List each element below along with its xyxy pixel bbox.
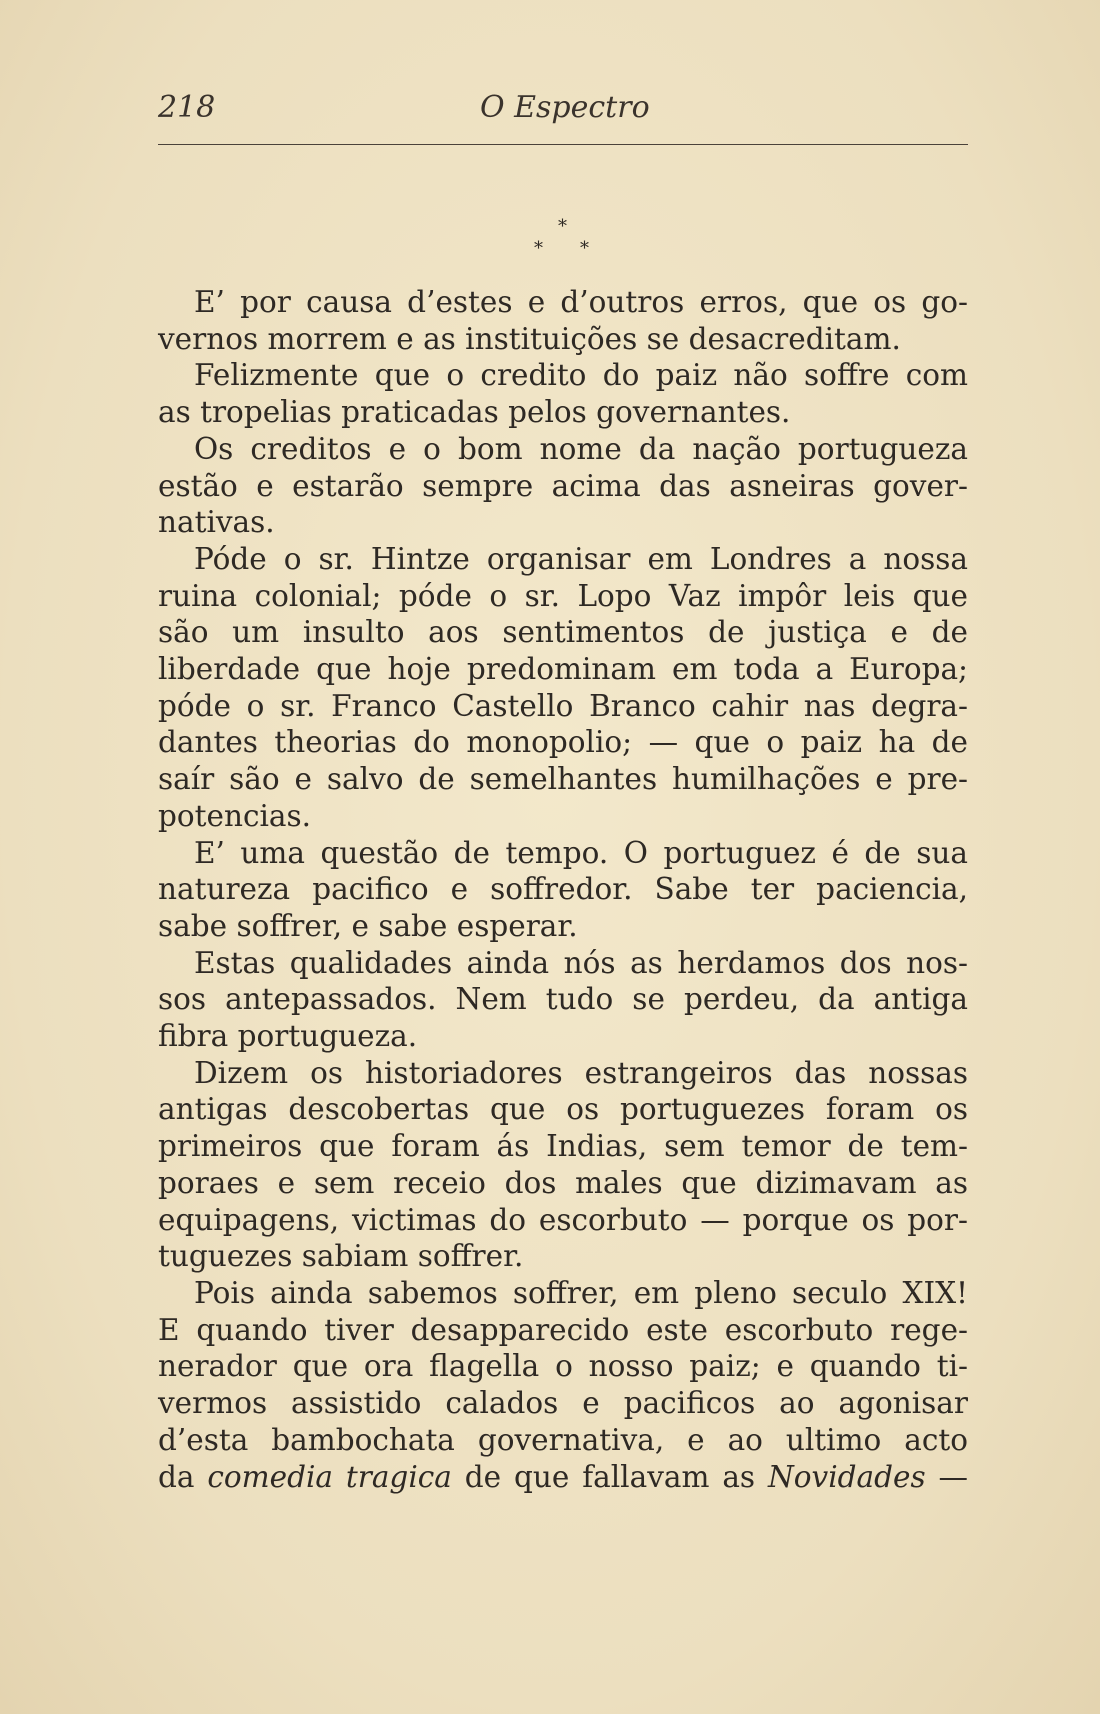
text-fragment: —	[925, 1459, 968, 1494]
page-number: 218	[158, 90, 216, 125]
text-line: E quando tiver desapparecido este escorbuto rege-	[158, 1312, 968, 1347]
asterisk-right: *	[580, 238, 589, 259]
text-line: ruina colonial; póde o sr. Lopo Vaz impôr leis que	[158, 578, 968, 613]
text-line: nerador que ora flagella o nosso paiz; e quando ti-	[158, 1349, 968, 1384]
text-line: são um insulto aos sentimentos de justiça e de	[158, 615, 968, 650]
text-line: estão e estarão sempre acima das asneiras gover-	[158, 468, 968, 503]
running-title: O Espectro	[480, 90, 650, 125]
text-line: E’ uma questão de tempo. O portuguez é de sua	[194, 835, 968, 870]
text-line: vermos assistido calados e pacificos ao agonisar	[158, 1386, 968, 1421]
text-line: primeiros que foram ás Indias, sem temor de tem-	[158, 1129, 968, 1164]
italic-title-comedia-tragica: comedia tragica	[207, 1459, 452, 1494]
text-line: Dizem os historiadores estrangeiros das nossas	[194, 1055, 968, 1090]
text-line: Póde o sr. Hintze organisar em Londres a nossa	[194, 541, 968, 576]
text-line: Os creditos e o bom nome da nação portugueza	[194, 431, 968, 466]
text-line: liberdade que hoje predominam em toda a Europa;	[158, 652, 968, 687]
text-fragment: da	[158, 1459, 208, 1494]
text-line: d’esta bambochata governativa, e ao ultimo acto	[158, 1422, 968, 1457]
text-line: fibra portugueza.	[158, 1019, 418, 1054]
text-line: tuguezes sabiam soffrer.	[158, 1239, 524, 1274]
text-line-last	[158, 1459, 968, 1496]
header-rule	[158, 144, 968, 145]
text-line: Felizmente que o credito do paiz não soffre com	[194, 358, 968, 393]
page-header	[158, 80, 968, 130]
text-line: saír são e salvo de semelhantes humilhações e pre-	[158, 762, 968, 797]
text-line: póde o sr. Franco Castello Branco cahir nas degra-	[158, 688, 968, 723]
text-line: as tropelias praticadas pelos governantes.	[158, 395, 791, 430]
text-line: poraes e sem receio dos males que dizimavam as	[158, 1165, 968, 1200]
text-line: equipagens, victimas do escorbuto — porque os por-	[158, 1202, 968, 1237]
text-line: potencias.	[158, 798, 312, 833]
asterism-section-break	[520, 216, 610, 266]
text-line: Pois ainda sabemos soffrer, em pleno seculo XIX!	[194, 1275, 968, 1310]
text-line: Estas qualidades ainda nós as herdamos dos nos-	[194, 945, 968, 980]
text-line: E’ por causa d’estes e d’outros erros, que os go-	[194, 285, 968, 319]
asterisk-left: *	[534, 238, 543, 259]
text-line: sabe soffrer, e sabe esperar.	[158, 908, 578, 943]
text-line: sos antepassados. Nem tudo se perdeu, da antiga	[158, 982, 968, 1017]
body-text	[158, 284, 968, 1495]
text-line: vernos morrem e as instituições se desacreditam.	[158, 321, 901, 356]
text-line: nativas.	[158, 505, 275, 540]
text-line: antigas descobertas que os portuguezes foram os	[158, 1092, 968, 1127]
asterisk-top: *	[558, 216, 567, 237]
italic-title-novidades: Novidades	[767, 1459, 926, 1494]
text-line: natureza pacifico e soffredor. Sabe ter paciencia,	[158, 872, 968, 907]
text-fragment: de que fallavam as	[451, 1459, 768, 1494]
text-line: dantes theorias do monopolio; — que o paiz ha de	[158, 725, 968, 760]
